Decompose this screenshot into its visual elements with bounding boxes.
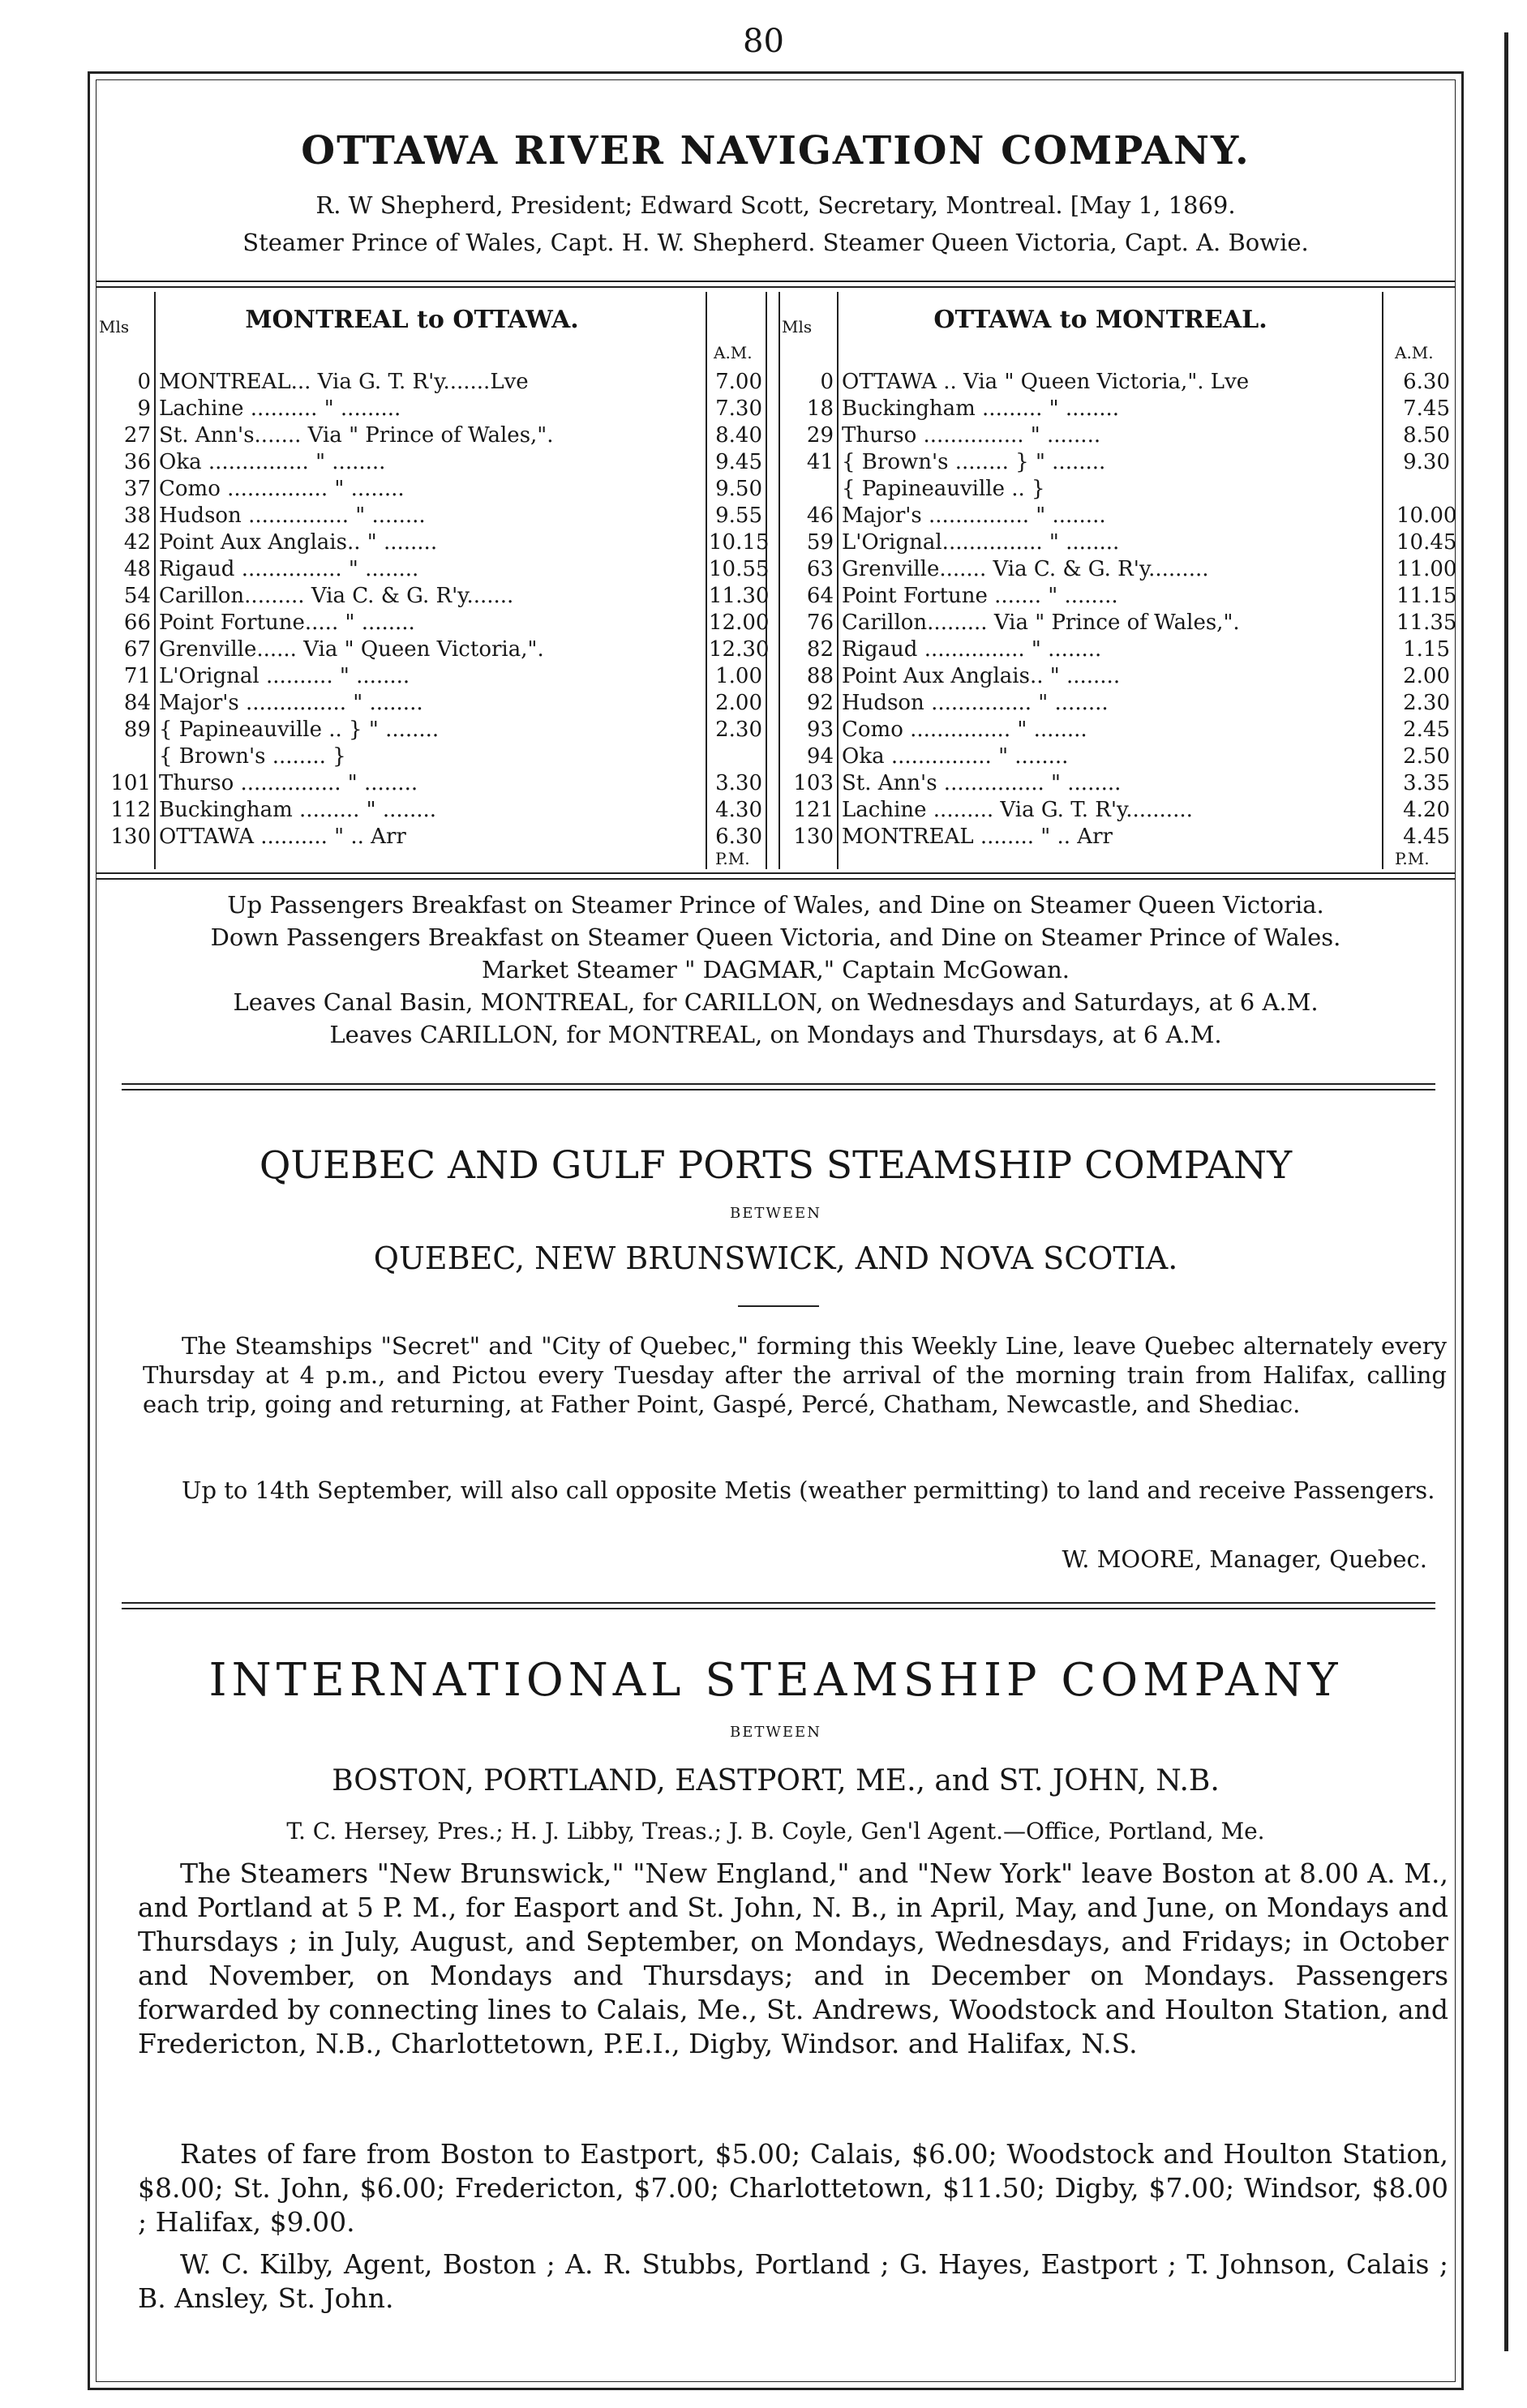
left-station: Point Aux Anglais.. " ........ [159, 530, 438, 555]
left-station: Oka ............... " ........ [159, 450, 386, 474]
quebec-paragraph-2: Up to 14th September, will also call opposite Metis (weather permitting) to land and receive Passengers. [182, 1476, 1435, 1504]
right-mile: 130 [793, 825, 834, 849]
left-mile: 27 [123, 423, 151, 448]
right-time-rule [1382, 292, 1383, 869]
right-mile: 18 [806, 396, 834, 421]
left-time: 2.30 [715, 718, 762, 742]
right-station: Rigaud ............... " ........ [842, 637, 1102, 662]
left-mile: 36 [123, 450, 151, 474]
right-mile: 63 [806, 557, 834, 581]
right-mile: 94 [806, 744, 834, 769]
note-leaves-montreal: Leaves Canal Basin, MONTREAL, for CARILLON, on Wednesdays and Saturdays, at 6 A.M. [233, 988, 1319, 1016]
right-mls-rule [837, 292, 839, 869]
left-mile: 9 [137, 396, 151, 421]
left-mile: 112 [110, 798, 151, 822]
quebec-between: BETWEEN [730, 1205, 821, 1222]
right-time: 10.00 [1396, 503, 1457, 528]
left-station: Lachine .......... " ......... [159, 396, 401, 421]
left-station: Como ............... " ........ [159, 477, 405, 501]
left-time: 11.30 [709, 584, 770, 608]
right-time: 7.45 [1403, 396, 1450, 421]
left-mile: 42 [123, 530, 151, 555]
international-title: INTERNATIONAL STEAMSHIP COMPANY [208, 1654, 1343, 1707]
left-mile: 48 [123, 557, 151, 581]
right-station: L'Orignal............... " ........ [842, 530, 1120, 555]
right-time: 6.30 [1403, 370, 1450, 394]
timetable-montreal-to-ottawa [96, 292, 770, 869]
international-between: BETWEEN [730, 1724, 821, 1741]
right-time: 9.30 [1403, 450, 1450, 474]
right-mile: 82 [806, 637, 834, 662]
right-time: 8.50 [1403, 423, 1450, 448]
right-mile: 0 [820, 370, 834, 394]
left-station: L'Orignal .......... " ........ [159, 664, 410, 688]
left-station: Buckingham ......... " ........ [159, 798, 437, 822]
right-time: 2.50 [1403, 744, 1450, 769]
left-station: Major's ............... " ........ [159, 691, 423, 715]
left-mls-rule [154, 292, 156, 869]
left-station: St. Ann's....... Via " Prince of Wales,". [159, 423, 554, 448]
right-station: { Brown's ........ } " ........ [842, 450, 1106, 474]
note-market-steamer: Market Steamer " DAGMAR," Captain McGowan. [481, 956, 1070, 983]
left-station: Grenville...... Via " Queen Victoria,". [159, 637, 544, 662]
right-time: 1.15 [1403, 637, 1450, 662]
left-station: { Papineauville .. } " ........ [159, 718, 440, 742]
left-station: Carillon......... Via C. & G. R'y....... [159, 584, 514, 608]
ottawa-notes [96, 889, 1456, 1051]
quebec-signature: W. MOORE, Manager, Quebec. [1062, 1545, 1427, 1573]
pm-label-right: P.M. [1395, 849, 1430, 868]
timetable-bottom-rule [96, 872, 1456, 880]
timetable-top-rule [96, 281, 1456, 288]
right-mile: 46 [806, 503, 834, 528]
mls-header-left: Mls [99, 317, 130, 336]
left-time: 1.00 [715, 664, 762, 688]
right-station: OTTAWA .. Via " Queen Victoria,". Lve [842, 370, 1250, 394]
right-time: 2.00 [1403, 664, 1450, 688]
left-time: 2.00 [715, 691, 762, 715]
left-mile: 38 [123, 503, 151, 528]
left-time: 9.55 [715, 503, 762, 528]
left-mile: 84 [123, 691, 151, 715]
right-table-title: OTTAWA to MONTREAL. [933, 306, 1267, 334]
right-time: 3.35 [1403, 771, 1450, 795]
international-paragraph-3: W. C. Kilby, Agent, Boston ; A. R. Stubbs, Portland ; G. Hayes, Eastport ; T. Johnson, Calais ; B. Ansley, St. John. [138, 2248, 1448, 2314]
right-station: Point Aux Anglais.. " ........ [842, 664, 1121, 688]
right-station: St. Ann's ............... " ........ [842, 771, 1122, 795]
right-mile: 93 [806, 718, 834, 742]
ottawa-steamers: Steamer Prince of Wales, Capt. H. W. Shepherd. Steamer Queen Victoria, Capt. A. Bowie. [242, 229, 1309, 256]
timetable-ottawa-to-montreal [779, 292, 1456, 869]
left-time: 8.40 [715, 423, 762, 448]
left-mile: 67 [123, 637, 151, 662]
right-station: Thurso ............... " ........ [842, 423, 1101, 448]
right-station: Como ............... " ........ [842, 718, 1087, 742]
left-station: Hudson ............... " ........ [159, 503, 426, 528]
am-label-left: A.M. [714, 343, 753, 362]
international-route: BOSTON, PORTLAND, EASTPORT, ME., and ST. JOHN, N.B. [332, 1764, 1220, 1797]
left-time: 12.30 [709, 637, 770, 662]
left-mile: 130 [110, 825, 151, 849]
right-time: 2.30 [1403, 691, 1450, 715]
right-edge-rule [1504, 32, 1508, 2351]
right-mile: 103 [793, 771, 834, 795]
left-time: 6.30 [715, 825, 762, 849]
quebec-paragraph-1: The Steamships "Secret" and "City of Quebec," forming this Weekly Line, leave Quebec alternately every Thursday at 4 p.m., and Pictou every Tuesday after the arrival of the morning train from Halifax, calling each trip, going and returning, at Father Point, Gaspé, Percé, Chatham, Newcastle, and Shediac. [143, 1332, 1447, 1418]
quebec-short-rule [738, 1305, 819, 1307]
right-mile: 29 [806, 423, 834, 448]
quebec-title: QUEBEC AND GULF PORTS STEAMSHIP COMPANY [259, 1143, 1293, 1188]
right-station: Point Fortune ....... " ........ [842, 584, 1118, 608]
right-station: MONTREAL ........ " .. Arr [842, 825, 1113, 849]
international-officers: T. C. Hersey, Pres.; H. J. Libby, Treas.; J. B. Coyle, Gen'l Agent.—Office, Portland, Me. [286, 1818, 1265, 1845]
left-station: Point Fortune..... " ........ [159, 611, 415, 635]
right-mile: 121 [793, 798, 834, 822]
ottawa-title: OTTAWA RIVER NAVIGATION COMPANY. [301, 128, 1250, 174]
right-station: Major's ............... " ........ [842, 503, 1106, 528]
left-time: 9.45 [715, 450, 762, 474]
left-station: { Brown's ........ } [159, 744, 346, 769]
left-time: 10.15 [709, 530, 770, 555]
right-mile: 88 [806, 664, 834, 688]
left-mile: 0 [137, 370, 151, 394]
left-table-title: MONTREAL to OTTAWA. [245, 306, 579, 334]
right-time: 10.45 [1396, 530, 1457, 555]
am-label-right: A.M. [1395, 343, 1434, 362]
international-paragraph-1: The Steamers "New Brunswick," "New England," and "New York" leave Boston at 8.00 A. M., and Portland at 5 P. M., for Easport and St. John, N. B., in April, May, and June, on Mondays and Thursdays ; in July, August, and September, on Mondays, Wednesdays, and Fridays; in October and November, on Mondays and Thursdays; and in December on Mondays. Passengers forwarded by connecting lines to Calais, Me., St. Andrews, Woodstock and Houlton Station, and Fredericton, N.B., Charlottetown, P.E.I., Digby, Windsor. and Halifax, N.S. [138, 1857, 1448, 2059]
left-station: Rigaud ............... " ........ [159, 557, 419, 581]
left-time: 12.00 [709, 611, 770, 635]
left-station: OTTAWA .......... " .. Arr [159, 825, 406, 849]
left-mile: 101 [110, 771, 151, 795]
left-station: MONTREAL... Via G. T. R'y.......Lve [159, 370, 529, 394]
right-time: 11.15 [1396, 584, 1457, 608]
right-mile: 41 [806, 450, 834, 474]
right-station: Hudson ............... " ........ [842, 691, 1109, 715]
right-mile: 92 [806, 691, 834, 715]
right-mile: 76 [806, 611, 834, 635]
section-divider-1 [122, 1083, 1435, 1090]
left-station: Thurso ............... " ........ [159, 771, 418, 795]
right-time: 4.45 [1403, 825, 1450, 849]
left-time: 7.30 [715, 396, 762, 421]
pm-label-left: P.M. [715, 849, 750, 868]
quebec-route: QUEBEC, NEW BRUNSWICK, AND NOVA SCOTIA. [373, 1240, 1178, 1276]
right-station: Oka ............... " ........ [842, 744, 1069, 769]
page-number: 80 [743, 23, 784, 60]
section-divider-2 [122, 1602, 1435, 1609]
left-mile: 71 [123, 664, 151, 688]
mls-header-right: Mls [782, 317, 813, 336]
right-time: 11.00 [1396, 557, 1457, 581]
left-time: 9.50 [715, 477, 762, 501]
note-leaves-carillon: Leaves CARILLON, for MONTREAL, on Mondays and Thursdays, at 6 A.M. [329, 1021, 1222, 1048]
right-station: { Papineauville .. } [842, 477, 1045, 501]
left-time: 3.30 [715, 771, 762, 795]
right-station: Buckingham ......... " ........ [842, 396, 1120, 421]
left-mile: 37 [123, 477, 151, 501]
note-up-passengers: Up Passengers Breakfast on Steamer Prince of Wales, and Dine on Steamer Queen Victoria. [227, 891, 1324, 919]
left-time: 4.30 [715, 798, 762, 822]
international-paragraph-2: Rates of fare from Boston to Eastport, $5.00; Calais, $6.00; Woodstock and Houlton Station, $8.00; St. John, $6.00; Fredericton, $7.00; Charlottetown, $11.50; Digby, $7.00; Windsor, $8.00 ; Halifax, $9.00. [138, 2138, 1448, 2238]
left-mile: 54 [123, 584, 151, 608]
right-time: 2.45 [1403, 718, 1450, 742]
left-time: 7.00 [715, 370, 762, 394]
right-mile: 59 [806, 530, 834, 555]
left-mile: 89 [123, 718, 151, 742]
note-down-passengers: Down Passengers Breakfast on Steamer Queen Victoria, and Dine on Steamer Prince of Wales. [210, 923, 1341, 951]
right-mile: 64 [806, 584, 834, 608]
right-station: Grenville....... Via C. & G. R'y......... [842, 557, 1209, 581]
right-time: 4.20 [1403, 798, 1450, 822]
left-time: 10.55 [709, 557, 770, 581]
right-station: Carillon......... Via " Prince of Wales,". [842, 611, 1240, 635]
right-time: 11.35 [1396, 611, 1457, 635]
left-mile: 66 [123, 611, 151, 635]
right-station: Lachine ......... Via G. T. R'y.......... [842, 798, 1193, 822]
ottawa-officers: R. W Shepherd, President; Edward Scott, Secretary, Montreal. [May 1, 1869. [315, 191, 1236, 219]
left-time-rule [706, 292, 707, 869]
